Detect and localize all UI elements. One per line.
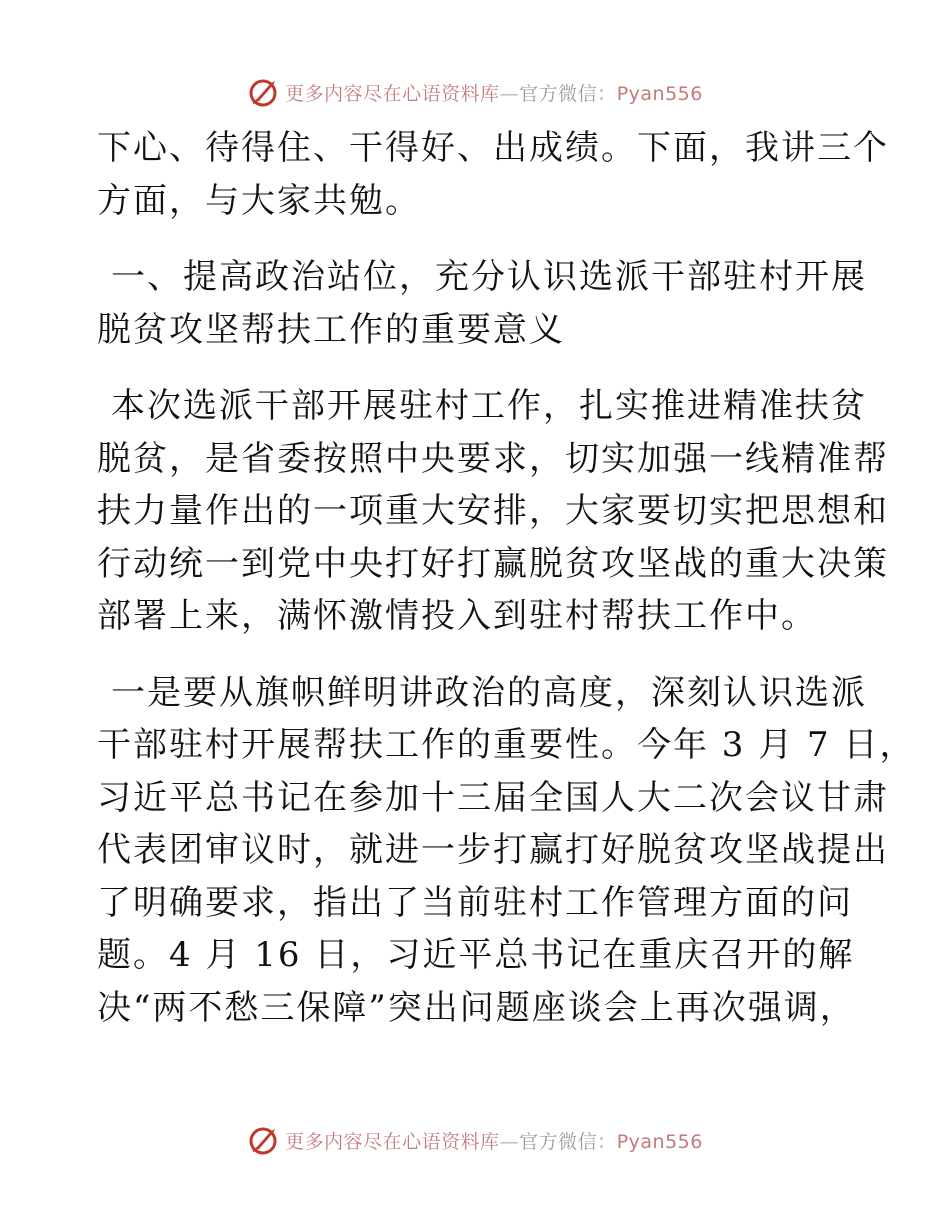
text-line: 行动统一到党中央打好打赢脱贫攻坚战的重大决策: [97, 543, 889, 584]
text-line: 代表团审议时，就进一步打赢打好脱贫攻坚战提出: [97, 830, 889, 870]
text-line: 习近平总书记在参加十三届全国人大二次会议甘肃: [97, 777, 889, 818]
watermark-separator: —: [499, 1130, 520, 1153]
text-line: 部署上来，满怀激情投入到驻村帮扶工作中。: [97, 596, 817, 636]
watermark-weixin-id: Pyan556: [616, 1130, 703, 1153]
watermark-text: [285, 1127, 703, 1154]
text-line: 扶力量作出的一项重大安排，大家要切实把思想和: [97, 491, 889, 531]
quill-logo-icon: [247, 75, 281, 109]
watermark-main-text: 更多内容尽在心语资料库: [285, 82, 500, 105]
text-line: 干部驻村开展帮扶工作的重要性。今年 3 月 7 日，: [97, 725, 916, 765]
watermark-weixin-label: 官方微信：: [519, 1130, 617, 1153]
watermark-main-text: 更多内容尽在心语资料库: [285, 1130, 500, 1153]
watermark-separator: —: [499, 82, 520, 105]
watermark-weixin-label: 官方微信：: [519, 82, 617, 105]
footer-watermark: [0, 1120, 950, 1160]
text-line: 决“两不愁三保障”突出问题座谈会上再次强调，: [97, 987, 856, 1028]
watermark-text: [285, 79, 703, 106]
text-line: 方面，与大家共勉。: [97, 180, 421, 221]
watermark-weixin-id: Pyan556: [616, 82, 703, 105]
heading-line: 脱贫攻坚帮扶工作的重要意义: [97, 309, 565, 350]
text-line: 本次选派干部开展驻村工作，扎实推进精准扶贫: [111, 386, 867, 426]
quill-logo-icon: [247, 1123, 281, 1157]
text-line: 一是要从旗帜鲜明讲政治的高度，深刻认识选派: [111, 672, 867, 713]
paragraph-point-one: [97, 667, 916, 1035]
header-watermark: [0, 72, 950, 112]
paragraph-intro: [97, 380, 889, 643]
document-body: [97, 122, 916, 1034]
text-line: 题。4 月 16 日，习近平总书记在重庆召开的解: [97, 935, 855, 975]
paragraph-continuation: [97, 122, 889, 227]
text-line: 脱贫，是省委按照中央要求，切实加强一线精准帮: [97, 438, 889, 479]
text-line: 了明确要求，指出了当前驻村工作管理方面的问: [97, 882, 853, 923]
heading-line: 一、提高政治站位，充分认识选派干部驻村开展: [111, 257, 867, 297]
text-line: 下心、待得住、干得好、出成绩。下面，我讲三个: [97, 128, 889, 168]
section-heading: [97, 251, 867, 356]
